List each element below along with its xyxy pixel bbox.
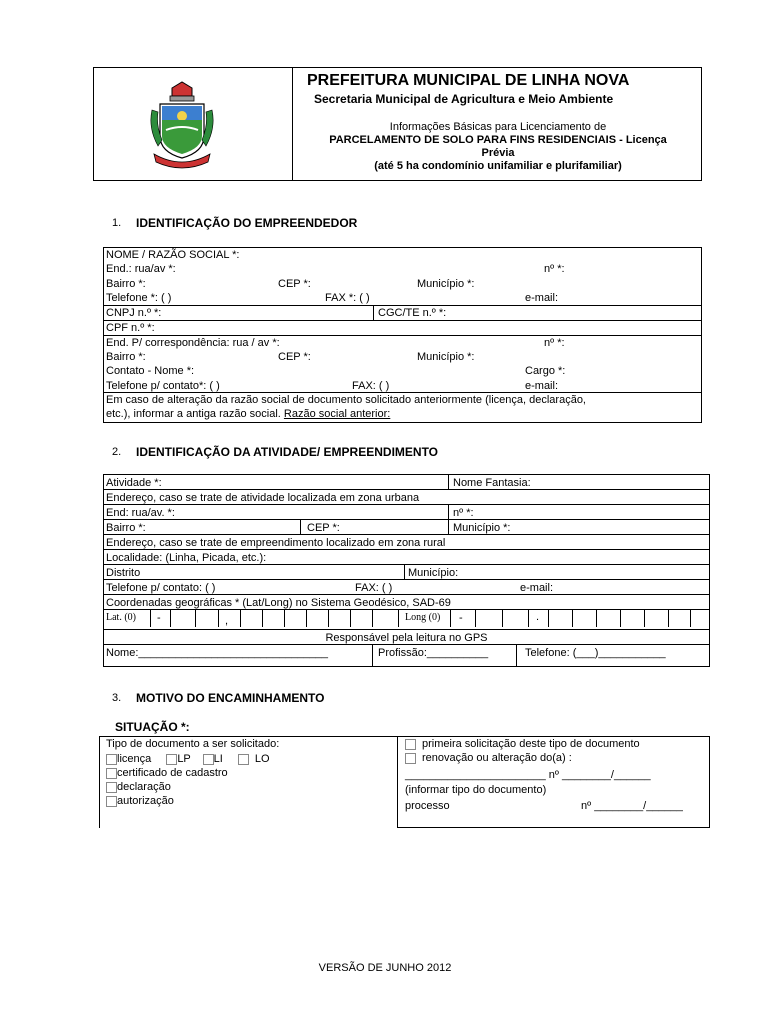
lp-checkbox[interactable] [166, 754, 177, 765]
s3-declaracao-row [106, 780, 171, 794]
s1-telefone-field[interactable]: Telefone *: ( ) [106, 292, 172, 304]
s2-tel-contato-field[interactable]: Telefone p/ contato: ( ) [106, 582, 216, 594]
s2-vline-4 [404, 564, 405, 579]
s2-num-field[interactable]: nº *: [453, 507, 474, 519]
s2-localidade-field[interactable]: Localidade: (Linha, Picada, etc.): [106, 552, 267, 564]
lp-label: LP [177, 753, 191, 765]
s1-razao-anterior-field[interactable]: Razão social anterior: [283, 408, 391, 420]
gps-cell[interactable] [475, 610, 476, 627]
s2-line-1 [103, 489, 710, 490]
s1-alteracao-text: etc.), informar a antiga razão social. [106, 408, 284, 420]
s2-vline-1 [448, 474, 449, 489]
gps-cell[interactable] [644, 610, 645, 627]
renovacao-label: renovação ou alteração do(a) : [422, 752, 572, 764]
s1-fax2-field[interactable]: FAX: ( ) [352, 380, 390, 392]
s1-num2-field[interactable]: nº *: [544, 337, 565, 349]
gps-cell[interactable] [262, 610, 263, 627]
section1-number: 1. [112, 217, 122, 229]
header-info [296, 121, 700, 173]
gps-cell[interactable] [350, 610, 351, 627]
s1-endp-field[interactable]: End. P/ correspondência: rua / av *: [106, 337, 280, 349]
s2-line-10 [103, 629, 710, 630]
gps-cell[interactable] [596, 610, 597, 627]
header-info-line: Informações Básicas para Licenciamento de [389, 121, 607, 133]
gps-cell[interactable] [240, 610, 241, 627]
s2-lat-comma: , [225, 615, 229, 627]
s2-long-dot: . [536, 611, 540, 623]
gps-cell[interactable] [572, 610, 573, 627]
s3-bottom-line [397, 827, 710, 828]
gps-cell[interactable] [150, 610, 151, 627]
degree-icon-2: 0 [431, 612, 437, 623]
s1-email-field[interactable]: e-mail: [525, 292, 559, 304]
s1-contato-field[interactable]: Contato - Nome *: [106, 365, 195, 377]
gps-cell[interactable] [620, 610, 621, 627]
degree-icon: 0 [127, 612, 133, 623]
autorizacao-label: autorização [117, 795, 174, 807]
s2-email-field[interactable]: e-mail: [520, 582, 554, 594]
certificado-label: certificado de cadastro [117, 767, 228, 779]
s2-responsavel-label: Responsável pela leitura no GPS [325, 632, 488, 644]
s1-cep2-field[interactable]: CEP *: [278, 351, 311, 363]
s2-long-dash: - [459, 612, 463, 624]
s1-end-field[interactable]: End.: rua/av *: [106, 263, 176, 275]
s2-telefone-field[interactable]: Telefone: (___)___________ [525, 647, 666, 659]
header-subtitle: Secretaria Municipal de Agricultura e Meio Ambiente [314, 92, 614, 106]
li-label: LI [213, 753, 223, 765]
s3-autorizacao-row [106, 794, 174, 808]
gps-cell[interactable] [170, 610, 171, 627]
s2-lat-dash: - [157, 612, 161, 624]
s1-fax-field[interactable]: FAX *: ( ) [325, 292, 370, 304]
s2-lat-label: Lat. (0) [106, 612, 136, 623]
s1-nome-field[interactable]: NOME / RAZÃO SOCIAL *: [106, 249, 240, 261]
gps-cell[interactable] [528, 610, 529, 627]
section3-number: 3. [112, 692, 122, 704]
s3-left-line [99, 736, 100, 828]
s1-bairro2-field[interactable]: Bairro *: [106, 351, 146, 363]
s3-processo-label: processo [405, 800, 450, 812]
section3-title: MOTIVO DO ENCAMINHAMENTO [136, 691, 325, 705]
gps-cell[interactable] [450, 610, 451, 627]
s3-renovacao-row [405, 751, 572, 765]
gps-cell[interactable] [398, 610, 399, 627]
header-info-bold3: (até 5 ha condomínio unifamiliar e plurifamiliar) [374, 160, 622, 172]
s2-line-3 [103, 519, 710, 520]
s2-bairro-field[interactable]: Bairro *: [106, 522, 146, 534]
s2-line-4 [103, 534, 710, 535]
s2-coordenadas-label: Coordenadas geográficas * (Lat/Long) no Sistema Geodésico, SAD-69 [106, 597, 451, 609]
s1-bairro-field[interactable]: Bairro *: [106, 278, 146, 290]
s2-end-field[interactable]: End: rua/av. *: [106, 507, 175, 519]
li-checkbox[interactable] [203, 754, 214, 765]
primeira-label: primeira solicitação deste tipo de documento [422, 738, 640, 750]
gps-cell[interactable] [668, 610, 669, 627]
s3-situacao-label: SITUAÇÃO *: [115, 720, 190, 734]
s1-cargo-field[interactable]: Cargo *: [525, 365, 566, 377]
s1-alteracao-line1: Em caso de alteração da razão social de documento solicitado anteriormente (licença, declaração, [106, 394, 586, 406]
s1-alteracao-line2 [106, 407, 390, 421]
primeira-checkbox[interactable] [405, 739, 416, 750]
licenca-label: licença [117, 753, 152, 765]
s2-fantasia-field[interactable]: Nome Fantasia: [453, 477, 531, 489]
s2-vline-2 [448, 504, 449, 534]
renovacao-checkbox[interactable] [405, 753, 416, 764]
section1-title: IDENTIFICAÇÃO DO EMPREENDEDOR [136, 216, 358, 230]
declaracao-checkbox[interactable] [106, 782, 117, 793]
gps-cell[interactable] [306, 610, 307, 627]
s2-distrito-field[interactable]: Distrito [106, 567, 141, 579]
header-title: PREFEITURA MUNICIPAL DE LINHA NOVA [307, 72, 630, 89]
s2-cep-field[interactable]: CEP *: [307, 522, 340, 534]
s2-nome-field[interactable]: Nome:_______________________________ [106, 647, 329, 659]
s1-municipio2-field[interactable]: Município *: [417, 351, 475, 363]
s3-processo-number-field[interactable]: nº ________/______ [581, 800, 683, 812]
section2-title: IDENTIFICAÇÃO DA ATIVIDADE/ EMPREENDIMENTO [136, 445, 439, 459]
gps-cell[interactable] [502, 610, 503, 627]
gps-cell[interactable] [372, 610, 373, 627]
s2-line-7 [103, 579, 710, 580]
gps-cell[interactable] [195, 610, 196, 627]
s2-vline-3 [300, 519, 301, 534]
s1-cnpj-field[interactable]: CNPJ n.º *: [106, 307, 162, 319]
s1-cgc-field[interactable]: CGC/TE n.º *: [378, 307, 447, 319]
certificado-checkbox[interactable] [106, 768, 117, 779]
s1-email2-field[interactable]: e-mail: [525, 380, 559, 392]
s1-municipio-field[interactable]: Município *: [417, 278, 475, 290]
s2-atividade-field[interactable]: Atividade *: [106, 477, 162, 489]
header-divider [292, 67, 293, 181]
s3-primeira-row [405, 737, 640, 751]
s2-municipio-field[interactable]: Município *: [453, 522, 511, 534]
s3-renovacao-number-field[interactable]: _______________________ nº ________/______ [405, 769, 651, 781]
autorizacao-checkbox[interactable] [106, 796, 117, 807]
s3-informar-label: (informar tipo do documento) [405, 784, 547, 796]
declaracao-label: declaração [117, 781, 171, 793]
s3-right-line [709, 736, 710, 828]
s3-mid-line [397, 736, 398, 828]
s2-rural-label: Endereço, caso se trate de empreendimento localizado em zona rural [106, 537, 446, 549]
gps-cell[interactable] [690, 610, 691, 627]
s2-municipio2-field[interactable]: Município: [408, 567, 459, 579]
coat-of-arms-icon [146, 80, 218, 172]
s2-vline-5 [372, 644, 373, 667]
gps-cell[interactable] [548, 610, 549, 627]
s1-cep-field[interactable]: CEP *: [278, 278, 311, 290]
s2-vline-6 [516, 644, 517, 667]
s1-num-field[interactable]: nº *: [544, 263, 565, 275]
gps-cell[interactable] [328, 610, 329, 627]
s2-long-label: Long (0) [405, 612, 441, 623]
header-info-bold2: Prévia [481, 147, 515, 159]
gps-cell[interactable] [218, 610, 219, 627]
s3-certificado-row [106, 766, 228, 780]
s2-fax-field[interactable]: FAX: ( ) [355, 582, 393, 594]
licenca-checkbox[interactable] [106, 754, 117, 765]
s2-urbana-label: Endereço, caso se trate de atividade localizada em zona urbana [106, 492, 420, 504]
s3-licenca-row [106, 752, 270, 766]
s1-tel-contato-field[interactable]: Telefone p/ contato*: ( ) [106, 380, 220, 392]
s1-cpf-field[interactable]: CPF n.º *: [106, 322, 155, 334]
s2-profissao-field[interactable]: Profissão:__________ [378, 647, 489, 659]
section2-number: 2. [112, 446, 122, 458]
gps-cell[interactable] [284, 610, 285, 627]
s1-vline [373, 305, 374, 320]
lo-checkbox[interactable] [238, 754, 249, 765]
footer-version: VERSÃO DE JUNHO 2012 [318, 962, 452, 974]
s1-line-2 [103, 320, 702, 321]
header-info-bold1: PARCELAMENTO DE SOLO PARA FINS RESIDENCIAIS - Licença [329, 134, 667, 146]
lo-label: LO [254, 753, 270, 765]
s3-tipo-doc-label: Tipo de documento a ser solicitado: [106, 738, 280, 750]
